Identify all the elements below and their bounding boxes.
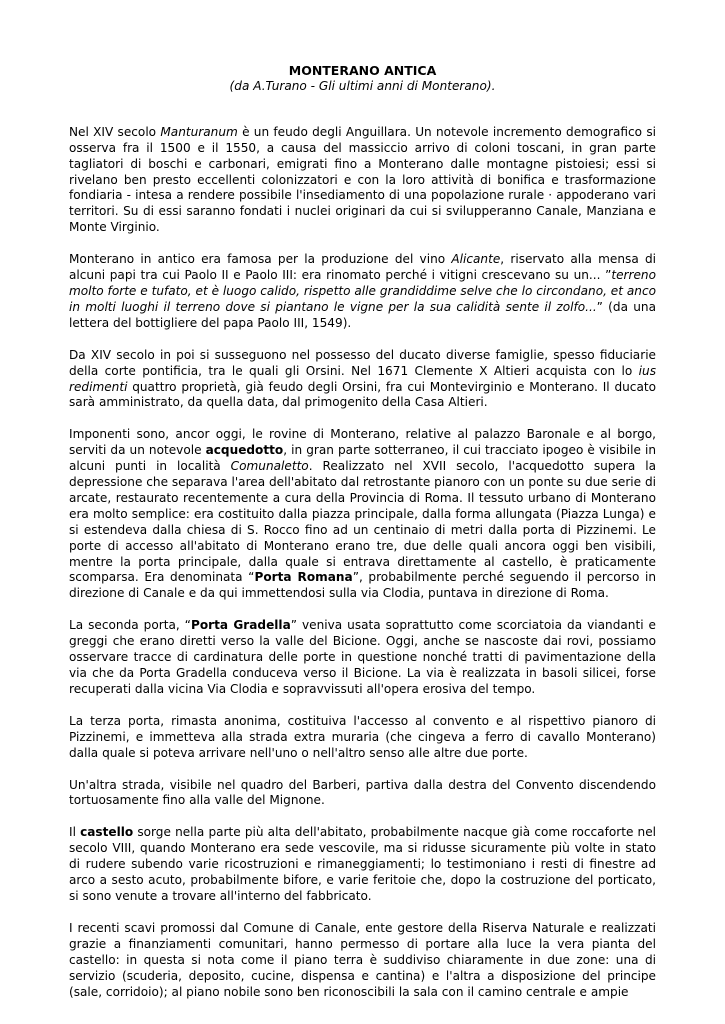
paragraph-2: Monterano in antico era famosa per la produzione del vino Alicante, riservato alla mensa di alcuni papi tra cui Paolo II e Paolo III: era rinomato perché i vitigni crescevano su un... ”terreno molto forte e tufato, et è luogo calido, rispetto alle grandiddime selve che lo circondano, et anco in molti luoghi il terreno dove si piantano le vigne per la sua calidità sente il zolfo...” (da una lettera del bottigliere del papa Paolo III, 1549). [69,252,656,330]
document-title: MONTERANO ANTICA [288,63,437,78]
document-page [69,63,656,1000]
quote-letter: terreno molto forte e tufato, et è luogo calido, rispetto alle grandiddime selve che lo circondano, et anco in molti luoghi il terreno dove si piantano le vigne per la sua calidità sente il zolfo... [69,268,656,314]
paragraph-3: Da XIV secolo in poi si susseguono nel possesso del ducato diverse famiglie, spesso fiduciarie della corte pontificia, tra le quali gli Orsini. Nel 1671 Clemente X Altieri acquista con lo ius redimenti quattro proprietà, già feudo degli Orsini, fra cui Montevirginio e Monterano. Il ducato sarà amministrato, da quella data, dal primogenito della Casa Altieri. [69,347,656,410]
paragraph-1: Nel XIV secolo Manturanum è un feudo degli Anguillara. Un notevole incremento demografico si osserva fra il 1500 e il 1550, a causa del massiccio arrivo di coloni toscani, in gran parte tagliatori di boschi e carbonari, emigrati fino a Monterano dalle montagne pistoiesi; essi si rivelano ben presto eccellenti colonizzatori e con la loro attività di bonifica e trasformazione fondiaria - intesa a rendere possibile l'insediamento di una popolazione rurale · appoderano vari territori. Su di essi saranno fondati i nuclei originari da cui si svilupperanno Canale, Manziana e Monte Virginio. [69,124,656,235]
paragraph-6: La terza porta, rimasta anonima, costituiva l'accesso al convento e al rispettivo pianoro di Pizzinemi, e immetteva alla strada extra muraria (che cingeva a ferro di cavallo Monterano) dalla quale si poteva arrivare nell'uno o nell'altro senso alle altre due porte. [69,713,656,760]
paragraph-7: Un'altra strada, visibile nel quadro del Barberi, partiva dalla destra del Convento discendendo tortuosamente fino alla valle del Mignone. [69,777,656,808]
paragraph-9: I recenti scavi promossi dal Comune di Canale, ente gestore della Riserva Naturale e realizzati grazie a finanziamenti comunitari, hanno permesso di portare alla luce la vera pianta del castello: in questa si nota come il piano terra è suddiviso chiaramente in due zone: una di servizio (scuderia, deposito, cucine, dispensa e cantina) e l'altra a disposizione del principe (sale, corridoio); al piano nobile sono ben riconoscibili la sala con il camino centrale e ampie [69,920,656,999]
paragraph-4: Imponenti sono, ancor oggi, le rovine di Monterano, relative al palazzo Baronale e al borgo, serviti da un notevole acquedotto, in gran parte sotterraneo, il cui tracciato ipogeo è visibile in alcuni punti in località Comunaletto. Realizzato nel XVII secolo, l'acquedotto supera la depressione che separava l'area dell'abitato dal retrostante pianoro con un ponte su due serie di arcate, restaurato recentemente a cura della Provincia di Roma. Il tessuto urbano di Monterano era molto semplice: era costituito dalla piazza principale, dalla forma allungata (Piazza Lunga) e si estendeva dalla chiesa di S. Rocco fino ad un centinaio di metri dalla porta di Pizzinemi. Le porte di accesso all'abitato di Monterano erano tre, due delle quali ancora oggi ben visibili, mentre la porta principale, dalla quale si entrava direttamente al castello, è praticamente scomparsa. Era denominata “Porta Romana”, probabilmente perché seguendo il percorso in direzione di Canale e da qui immettendosi sulla via Clodia, puntava in direzione di Roma. [69,427,657,601]
paragraph-8: Il castello sorge nella parte più alta dell'abitato, probabilmente nacque già come roccaforte nel secolo VIII, quando Monterano era sede vescovile, ma si ridusse sicuramente più volte in stato di rudere subendo varie ricostruzioni e rimaneggiamenti; lo testimoniano i resti di finestre ad arco a sesto acuto, probabilmente bifore, e varie feritoie che, dopo la costruzione del porticato, si sono venute a trovare all'interno del fabbricato. [69,825,656,903]
document-subtitle: (da A.Turano - Gli ultimi anni di Monterano). [229,78,496,93]
paragraph-5: La seconda porta, “Porta Gradella” veniva usata soprattutto come scorciatoia da viandanti e greggi che erano diretti verso la valle del Bicione. Oggi, anche se nascoste dai rovi, possiamo osservare tracce di cardinatura delle porte in questione nonché tratti di pavimentazione della via che da Porta Gradella conduceva verso il Bicione. La via è realizzata in basoli silicei, forse recuperati dalla vicina Via Clodia e sopravvissuti all'opera erosiva del tempo. [69,618,656,696]
